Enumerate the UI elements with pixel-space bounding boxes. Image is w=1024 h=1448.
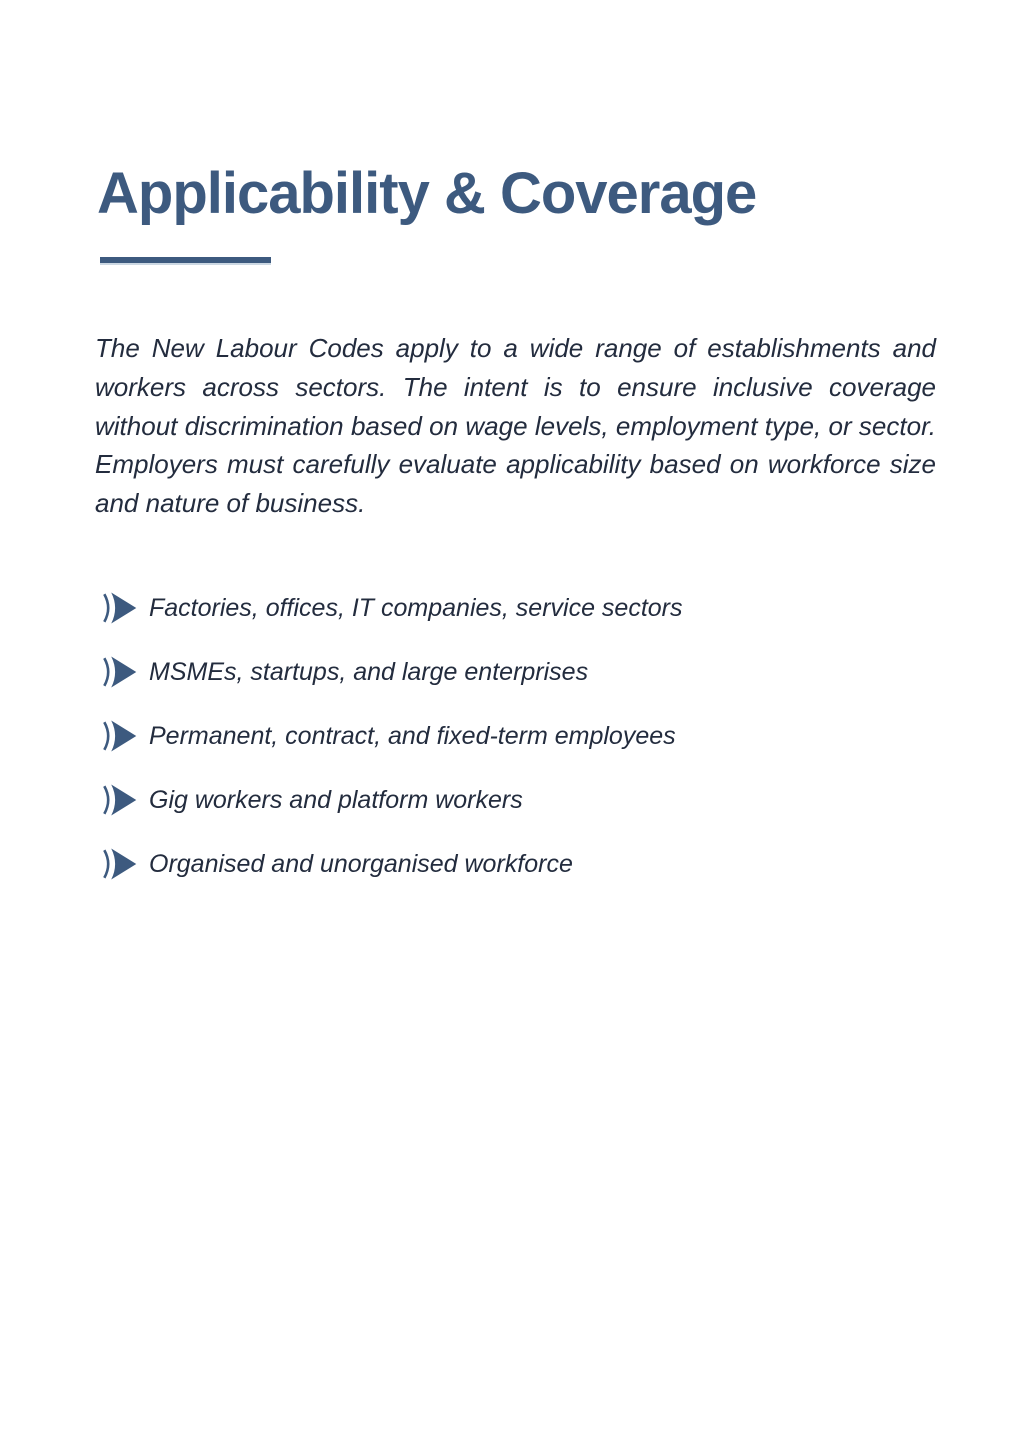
- intro-paragraph: The New Labour Codes apply to a wide range of establishments and workers across sectors. The intent is to ensure inclusive coverage without discrimination based on wage levels, employment type, or sector. Employers must carefully evaluate applicability based on workforce size and nature of business.: [95, 333, 936, 519]
- list-item: [100, 588, 683, 628]
- list-item: [100, 780, 683, 820]
- title-underline: [100, 257, 271, 265]
- double-chevron-right-icon: [100, 844, 138, 884]
- list-item: [100, 844, 683, 884]
- list-item-label: Gig workers and platform workers: [149, 785, 523, 814]
- list-item-label: MSMEs, startups, and large enterprises: [149, 657, 589, 686]
- list-item: [100, 716, 683, 756]
- double-chevron-right-icon: [100, 588, 138, 628]
- double-chevron-right-icon: [100, 716, 138, 756]
- list-item-label: Factories, offices, IT companies, service sectors: [149, 593, 683, 622]
- double-chevron-right-icon: [100, 780, 138, 820]
- list-item-label: Permanent, contract, and fixed-term employees: [149, 721, 676, 750]
- double-chevron-right-icon: [100, 652, 138, 692]
- page-title: Applicability & Coverage: [97, 161, 757, 226]
- list-item-label: Organised and unorganised workforce: [149, 849, 573, 878]
- list-item: [100, 652, 683, 692]
- coverage-list: [100, 588, 683, 908]
